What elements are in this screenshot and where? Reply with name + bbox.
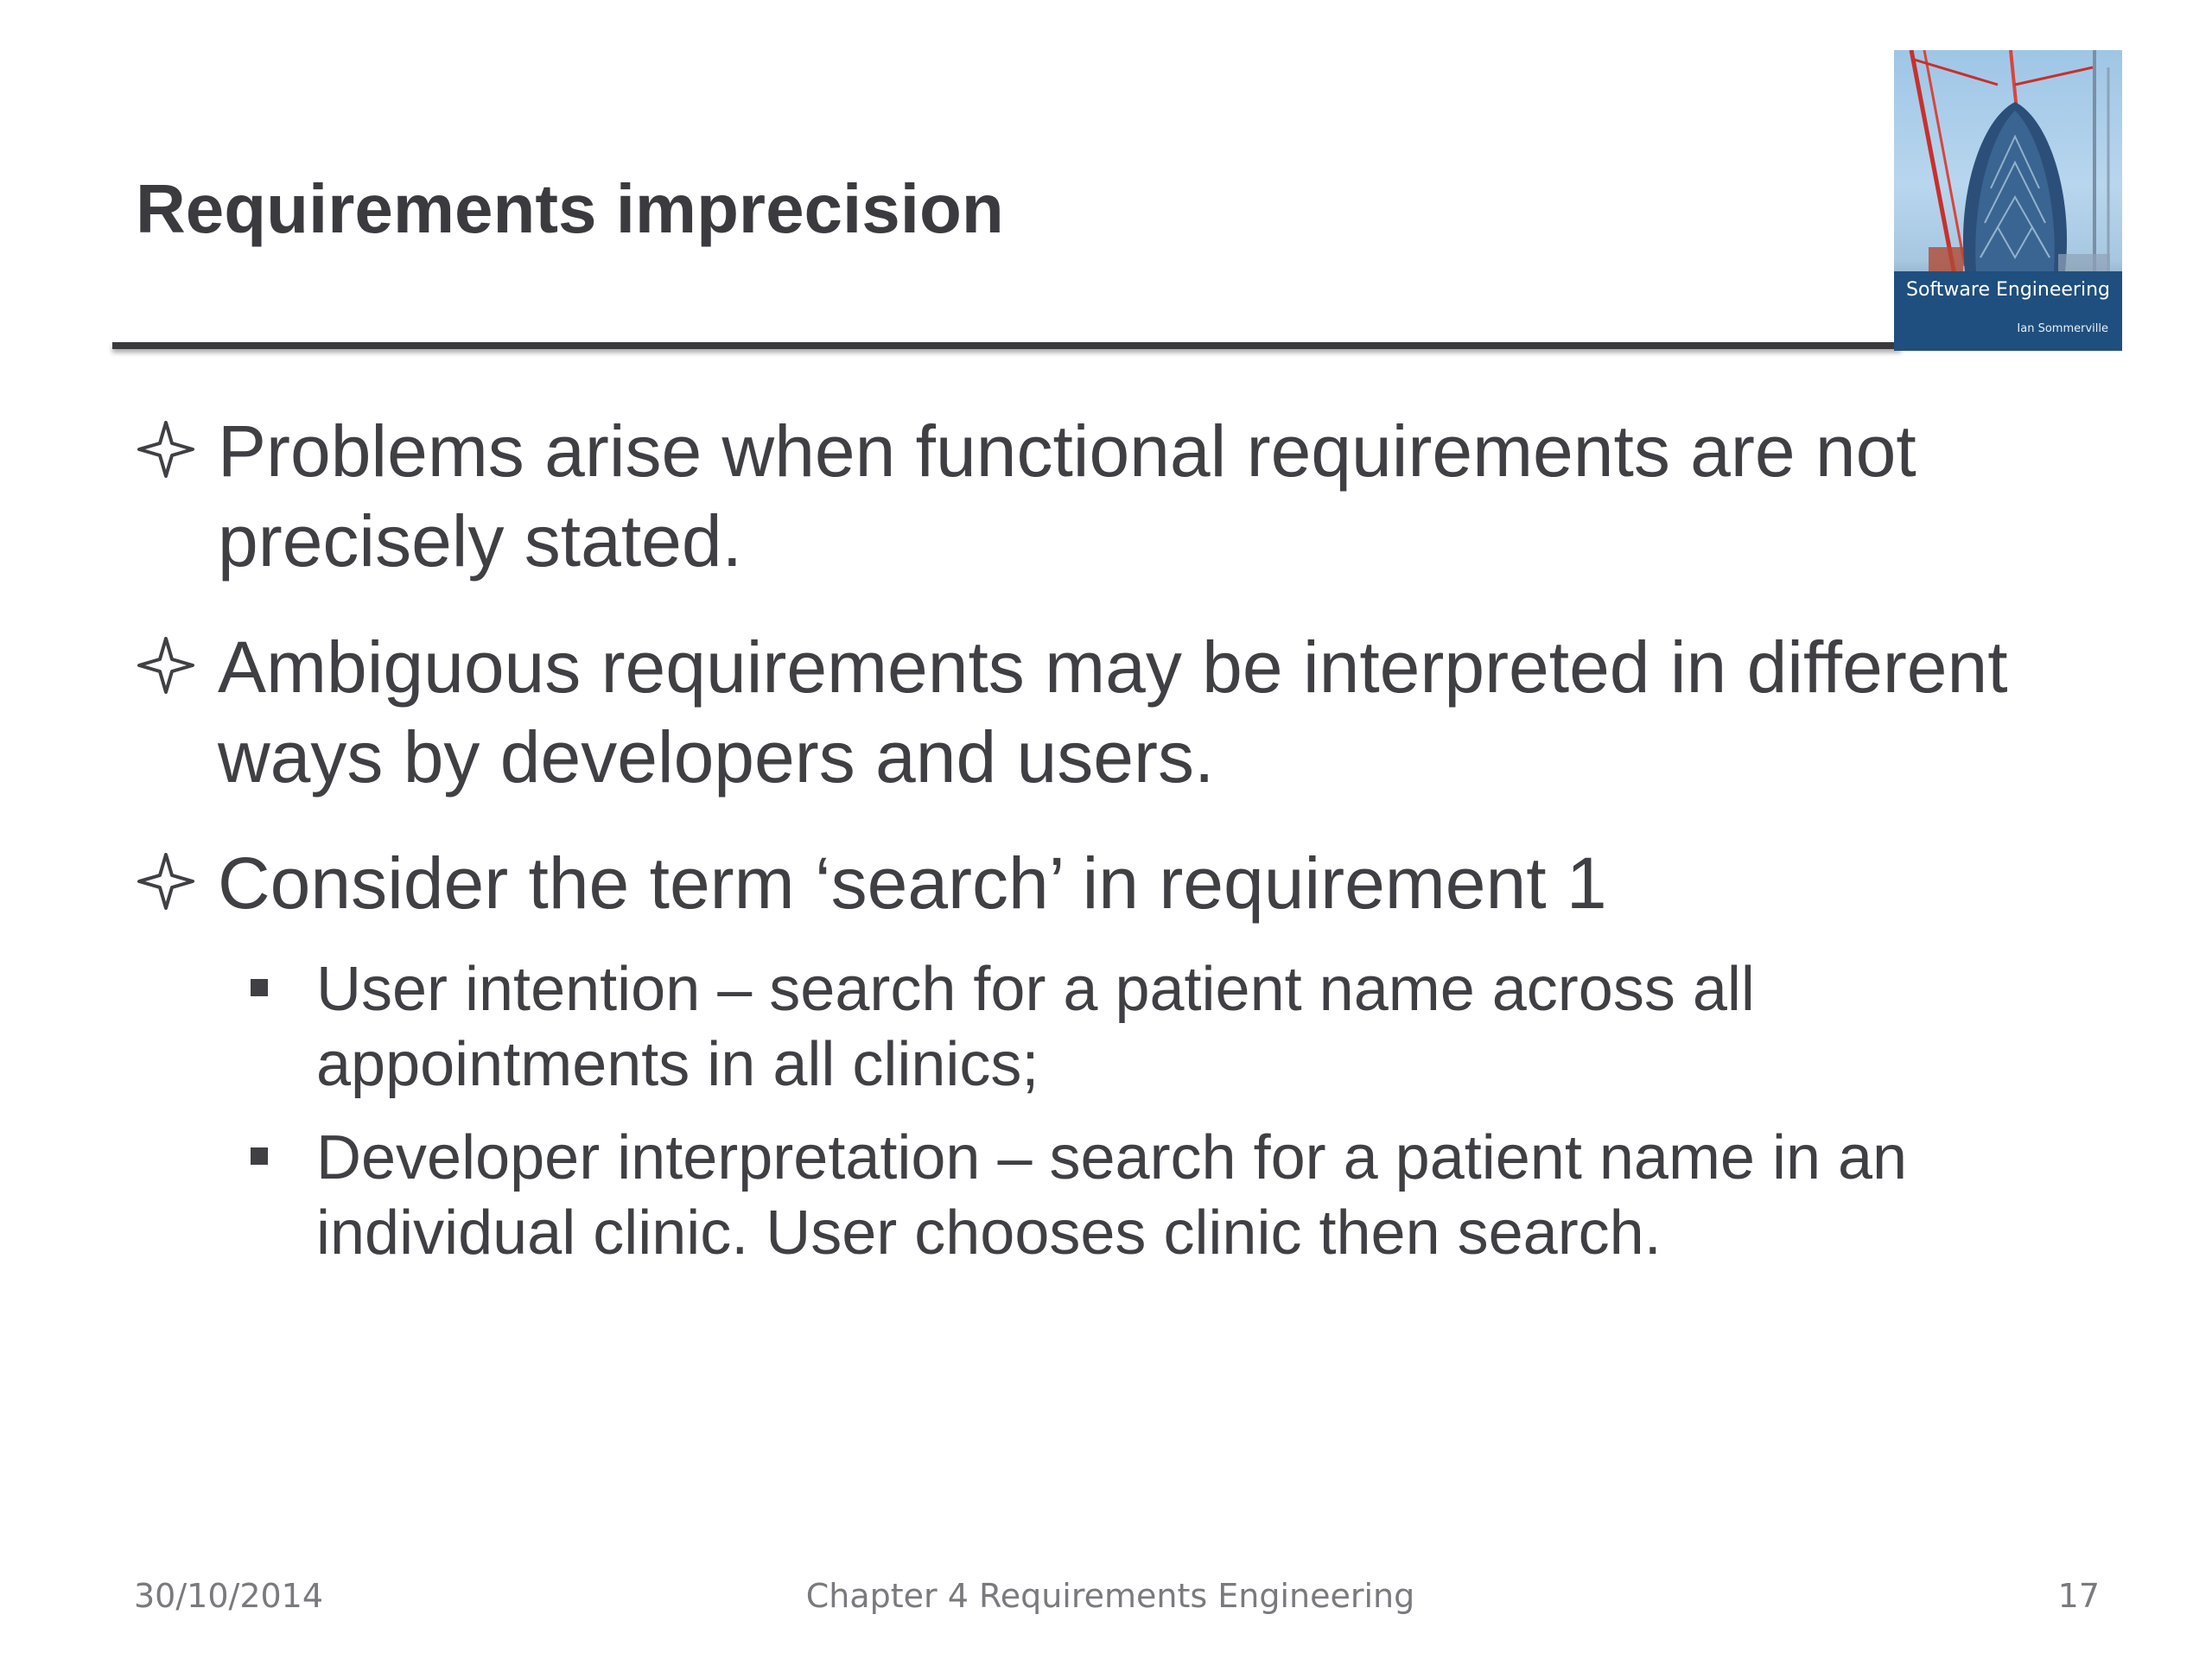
slide-title: Requirements imprecision: [136, 170, 1004, 247]
square-bullet-icon: [251, 1147, 268, 1165]
footer-date: 30/10/2014: [134, 1577, 324, 1615]
footer-chapter: Chapter 4 Requirements Engineering: [805, 1577, 1415, 1615]
sub-bullet-text: User intention – search for a patient name across all appointments in all clinics;: [316, 955, 1755, 1099]
bullet-text: Ambiguous requirements may be interpreted in different ways by developers and users.: [218, 626, 2008, 798]
book-cover-image: [1894, 50, 2122, 351]
slide-number: 17: [2057, 1577, 2100, 1615]
title-divider: [112, 342, 1901, 349]
sub-bullet-text: Developer interpretation – search for a patient name in an individual clinic. User chooses clinic then search.: [316, 1123, 1908, 1268]
four-point-star-outline-icon: [136, 851, 196, 912]
cover-title: Software Engineering: [1906, 279, 2110, 301]
four-point-star-outline-icon: [136, 419, 196, 480]
square-bullet-icon: [251, 979, 268, 996]
bullet-text: Consider the term ‘search’ in requirement 1: [218, 842, 1607, 924]
four-point-star-outline-icon: [136, 635, 196, 696]
bullet-text: Problems arise when functional requirements are not precisely stated.: [218, 410, 1916, 582]
cover-author: Ian Sommerville: [2017, 322, 2108, 335]
